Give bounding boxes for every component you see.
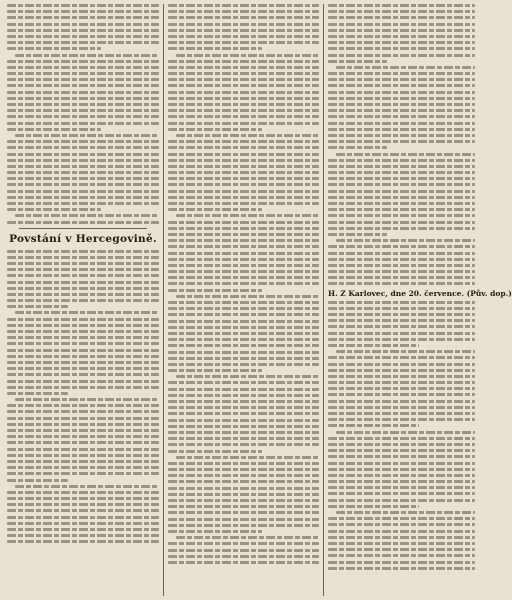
text-line <box>168 437 319 440</box>
text-line <box>168 23 319 26</box>
text-line <box>7 479 68 482</box>
text-line <box>336 431 475 434</box>
text-line <box>168 91 319 94</box>
text-line <box>168 171 319 174</box>
text-line <box>168 115 319 118</box>
text-line <box>7 448 159 451</box>
text-line <box>168 239 319 242</box>
text-line <box>7 171 159 174</box>
text-line <box>7 305 68 308</box>
text-line <box>328 554 475 557</box>
text-line <box>7 441 159 444</box>
column-1 <box>3 4 163 596</box>
text-line <box>168 4 319 7</box>
text-line <box>168 431 319 434</box>
text-line <box>168 307 319 310</box>
text-line <box>7 91 159 94</box>
text-line <box>7 10 159 13</box>
text-line <box>168 208 262 211</box>
text-line <box>328 183 475 186</box>
text-line <box>7 16 159 19</box>
text-line <box>7 268 159 271</box>
text-line <box>168 549 319 552</box>
text-line <box>7 540 159 543</box>
text-line <box>328 115 475 118</box>
text-line <box>328 319 475 322</box>
text-line <box>168 252 319 255</box>
text-line <box>328 480 475 483</box>
text-line <box>7 361 159 364</box>
text-line <box>7 262 159 265</box>
text-line <box>7 281 159 284</box>
text-line <box>328 530 475 533</box>
text-line <box>328 567 475 570</box>
text-line <box>328 29 475 32</box>
text-line <box>328 54 475 57</box>
text-line <box>328 301 475 304</box>
text-line <box>328 72 475 75</box>
text-line <box>328 214 475 217</box>
text-line <box>168 289 262 292</box>
text-line <box>7 293 159 296</box>
text-line <box>7 122 159 125</box>
text-line <box>176 295 319 298</box>
text-line <box>168 233 319 236</box>
text-line <box>7 208 101 211</box>
text-line <box>168 468 319 471</box>
text-line <box>176 54 319 57</box>
text-line <box>328 492 475 495</box>
text-line <box>7 128 101 131</box>
text-line <box>168 555 319 558</box>
text-line <box>328 245 475 248</box>
text-line <box>168 29 319 32</box>
text-line <box>336 239 475 242</box>
text-line <box>168 35 319 38</box>
text-line <box>168 561 319 564</box>
text-line <box>168 122 319 125</box>
text-line <box>168 394 319 397</box>
text-line <box>168 264 319 267</box>
text-line <box>328 35 475 38</box>
text-line <box>7 202 159 205</box>
text-line <box>7 509 159 512</box>
text-line <box>328 103 475 106</box>
text-line <box>7 410 159 413</box>
article-text-block <box>7 250 159 544</box>
text-line <box>7 460 159 463</box>
text-line <box>328 406 475 409</box>
text-line <box>7 503 159 506</box>
text-line <box>168 153 319 156</box>
text-line <box>168 344 319 347</box>
text-line <box>168 388 319 391</box>
text-line <box>168 140 319 143</box>
text-line <box>328 84 475 87</box>
text-line <box>168 60 319 63</box>
text-line <box>7 318 159 321</box>
text-line <box>328 536 475 539</box>
text-line <box>168 276 319 279</box>
text-line <box>328 313 475 316</box>
text-line <box>328 369 475 372</box>
text-line <box>7 534 159 537</box>
text-line <box>168 357 319 360</box>
text-line <box>15 134 159 137</box>
text-line <box>328 523 475 526</box>
text-line <box>168 221 319 224</box>
text-line <box>15 485 159 488</box>
article-text-block <box>328 4 475 285</box>
text-line <box>7 491 159 494</box>
text-line <box>7 29 159 32</box>
text-line <box>328 474 475 477</box>
text-line <box>7 196 159 199</box>
text-line <box>328 97 475 100</box>
text-line <box>7 299 159 302</box>
text-line <box>168 351 319 354</box>
text-line <box>328 233 387 236</box>
text-line <box>328 363 475 366</box>
text-line <box>168 146 319 149</box>
text-line <box>328 412 475 415</box>
text-line <box>7 522 159 525</box>
text-line <box>168 450 262 453</box>
text-line <box>336 511 475 514</box>
text-line <box>168 499 319 502</box>
text-line <box>7 140 159 143</box>
text-line <box>7 274 159 277</box>
text-line <box>328 548 475 551</box>
text-line <box>7 221 159 224</box>
text-line <box>328 443 475 446</box>
text-line <box>7 41 159 44</box>
text-line <box>168 462 319 465</box>
text-line <box>168 487 319 490</box>
text-line <box>7 84 159 87</box>
text-line <box>7 78 159 81</box>
text-line <box>7 183 159 186</box>
text-line <box>168 505 319 508</box>
text-line <box>168 196 319 199</box>
text-line <box>328 462 475 465</box>
text-line <box>328 332 475 335</box>
text-line <box>328 387 475 390</box>
text-line <box>328 252 475 255</box>
text-line <box>7 349 159 352</box>
text-line <box>7 177 159 180</box>
text-line <box>328 10 475 13</box>
text-line <box>328 455 475 458</box>
text-line <box>7 404 159 407</box>
text-line <box>15 311 159 314</box>
text-line <box>328 499 475 502</box>
text-line <box>328 338 475 341</box>
column-3 <box>323 4 512 596</box>
text-line <box>7 287 159 290</box>
text-line <box>7 103 159 106</box>
text-line <box>168 419 319 422</box>
text-line <box>176 536 319 539</box>
text-line <box>168 245 319 248</box>
text-line <box>168 518 319 521</box>
text-line <box>168 474 319 477</box>
text-line <box>328 276 475 279</box>
text-line <box>7 380 159 383</box>
text-line <box>168 443 319 446</box>
text-line <box>328 381 475 384</box>
text-line <box>7 256 159 259</box>
text-line <box>328 165 475 168</box>
text-line <box>328 437 475 440</box>
text-line <box>168 165 319 168</box>
text-line <box>168 103 319 106</box>
text-line <box>7 47 101 50</box>
text-line <box>7 342 159 345</box>
text-line <box>168 159 319 162</box>
text-line <box>168 66 319 69</box>
text-line <box>7 4 159 7</box>
text-line <box>168 97 319 100</box>
text-line <box>7 324 159 327</box>
text-line <box>7 115 159 118</box>
text-line <box>336 153 475 156</box>
text-line <box>7 429 159 432</box>
text-line <box>168 363 319 366</box>
text-line <box>328 60 387 63</box>
text-line <box>328 208 475 211</box>
text-line <box>168 84 319 87</box>
text-line <box>7 159 159 162</box>
text-line <box>168 177 319 180</box>
text-line <box>168 47 262 50</box>
text-line <box>7 497 159 500</box>
text-line <box>328 264 475 267</box>
text-line <box>168 332 319 335</box>
text-line <box>328 109 475 112</box>
text-line <box>328 356 475 359</box>
text-line <box>7 435 159 438</box>
text-line <box>168 542 319 545</box>
text-line <box>328 91 475 94</box>
text-line <box>168 338 319 341</box>
text-line <box>15 214 159 217</box>
text-line <box>168 72 319 75</box>
text-line <box>7 330 159 333</box>
text-line <box>328 159 475 162</box>
text-line <box>168 41 319 44</box>
text-line <box>328 78 475 81</box>
text-line <box>168 530 262 533</box>
text-line <box>168 524 319 527</box>
text-line <box>328 146 387 149</box>
text-line <box>7 60 159 63</box>
text-line <box>168 400 319 403</box>
text-line <box>7 35 159 38</box>
text-line <box>168 301 319 304</box>
text-line <box>328 424 419 427</box>
text-line <box>15 398 159 401</box>
text-line <box>328 227 475 230</box>
article-text-block <box>7 4 159 224</box>
article-dateline: H. Z Karlovec, dne 20. července. (Pův. dop.) <box>328 288 512 298</box>
text-line <box>7 373 159 376</box>
text-line <box>328 282 475 285</box>
text-line <box>15 54 159 57</box>
text-line <box>328 375 475 378</box>
text-line <box>168 320 319 323</box>
text-line <box>328 449 475 452</box>
text-line <box>168 227 319 230</box>
text-line <box>336 66 475 69</box>
text-line <box>328 140 475 143</box>
text-line <box>7 423 159 426</box>
article-heading: Povstání v Hercegovině. <box>9 232 157 245</box>
text-line <box>328 325 475 328</box>
text-line <box>168 369 262 372</box>
text-line <box>328 221 475 224</box>
text-line <box>328 16 475 19</box>
text-line <box>7 97 159 100</box>
text-line <box>7 417 159 420</box>
text-line <box>328 190 475 193</box>
article-divider <box>19 228 147 229</box>
text-line <box>168 128 262 131</box>
text-line <box>328 418 475 421</box>
text-line <box>7 146 159 149</box>
text-line <box>328 177 475 180</box>
text-line <box>168 493 319 496</box>
text-line <box>328 122 475 125</box>
text-line <box>328 307 475 310</box>
text-line <box>168 313 319 316</box>
text-line <box>168 511 319 514</box>
text-line <box>328 270 475 273</box>
column-2 <box>163 4 323 596</box>
text-line <box>176 134 319 137</box>
text-line <box>7 454 159 457</box>
text-line <box>168 425 319 428</box>
text-line <box>328 196 475 199</box>
text-line <box>168 16 319 19</box>
text-line <box>328 561 475 564</box>
text-line <box>176 214 319 217</box>
text-line <box>7 153 159 156</box>
text-line <box>7 392 68 395</box>
text-line <box>168 381 319 384</box>
text-line <box>328 542 475 545</box>
text-line <box>7 165 159 168</box>
text-line <box>7 367 159 370</box>
text-line <box>168 109 319 112</box>
text-line <box>7 250 159 253</box>
text-line <box>7 386 159 389</box>
text-line <box>7 466 159 469</box>
text-line <box>168 183 319 186</box>
text-line <box>7 72 159 75</box>
text-line <box>336 350 475 353</box>
text-line <box>328 23 475 26</box>
text-line <box>7 516 159 519</box>
text-line <box>176 456 319 459</box>
text-line <box>328 128 475 131</box>
text-line <box>7 355 159 358</box>
text-line <box>168 258 319 261</box>
text-line <box>328 344 419 347</box>
text-line <box>168 326 319 329</box>
text-line <box>328 258 475 261</box>
text-line <box>328 41 475 44</box>
text-line <box>328 171 475 174</box>
text-line <box>176 375 319 378</box>
text-line <box>7 23 159 26</box>
text-line <box>7 472 159 475</box>
text-line <box>328 47 475 50</box>
text-line <box>328 393 475 396</box>
text-line <box>328 468 475 471</box>
text-line <box>168 202 319 205</box>
text-line <box>328 202 475 205</box>
text-line <box>168 78 319 81</box>
text-line <box>328 517 475 520</box>
text-line <box>328 134 475 137</box>
text-line <box>168 10 319 13</box>
text-line <box>7 109 159 112</box>
article-text-block <box>328 301 475 570</box>
text-line <box>168 412 319 415</box>
text-line <box>168 190 319 193</box>
text-line <box>7 66 159 69</box>
text-line <box>328 400 475 403</box>
text-line <box>7 336 159 339</box>
text-line <box>168 270 319 273</box>
text-line <box>328 4 475 7</box>
text-line <box>168 282 319 285</box>
text-line <box>7 528 159 531</box>
text-line <box>7 190 159 193</box>
article-text-block <box>168 4 319 564</box>
text-line <box>168 480 319 483</box>
text-line <box>328 486 475 489</box>
text-line <box>168 406 319 409</box>
text-line <box>328 505 419 508</box>
